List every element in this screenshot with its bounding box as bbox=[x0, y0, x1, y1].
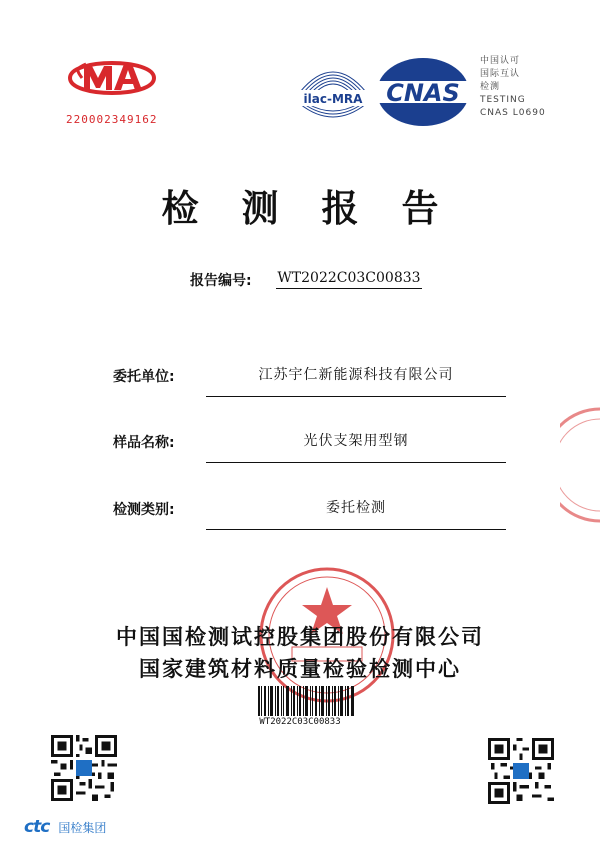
sample-name-value: 光伏支架用型钢 bbox=[206, 430, 506, 463]
cnas-line: 国际互认 bbox=[480, 69, 521, 79]
organization-center-name: 国家建筑材料质量检验检测中心 bbox=[139, 656, 461, 681]
cnas-line: CNAS L0690 bbox=[480, 108, 546, 118]
report-number-value: WT2022C03C00833 bbox=[276, 270, 422, 289]
qr-code-left bbox=[51, 735, 117, 801]
ctc-logo-name: 国检集团 bbox=[58, 821, 107, 835]
client-value: 江苏宇仁新能源科技有限公司 bbox=[206, 364, 506, 397]
cma-logo bbox=[62, 50, 162, 106]
cnas-accreditation-text bbox=[480, 55, 546, 120]
cnas-label: CNAS bbox=[386, 79, 460, 107]
footer-logo bbox=[24, 817, 106, 837]
test-type-value: 委托检测 bbox=[206, 497, 506, 530]
side-seal-stamp bbox=[560, 405, 600, 525]
client-label: 委托单位: bbox=[113, 369, 175, 385]
sample-name-label: 样品名称: bbox=[113, 435, 175, 451]
qr-code-right bbox=[488, 738, 554, 804]
ctc-logo-mark: ctc bbox=[24, 817, 50, 837]
cma-number: 220002349162 bbox=[66, 113, 158, 126]
document-title: 检测报告 bbox=[161, 186, 482, 230]
ilac-mra-logo bbox=[290, 52, 376, 130]
test-type-label: 检测类别: bbox=[113, 502, 175, 518]
ilac-label: ilac-MRA bbox=[303, 92, 363, 106]
organization-name: 中国国检测试控股集团股份有限公司 bbox=[116, 624, 484, 649]
cnas-line: TESTING bbox=[480, 95, 526, 105]
report-number-label: 报告编号: bbox=[190, 273, 252, 289]
cnas-line: 检测 bbox=[480, 82, 501, 92]
barcode-number: WT2022C03C00833 bbox=[259, 717, 341, 727]
cnas-logo bbox=[374, 55, 472, 129]
barcode bbox=[258, 686, 354, 716]
cnas-line: 中国认可 bbox=[480, 56, 521, 66]
